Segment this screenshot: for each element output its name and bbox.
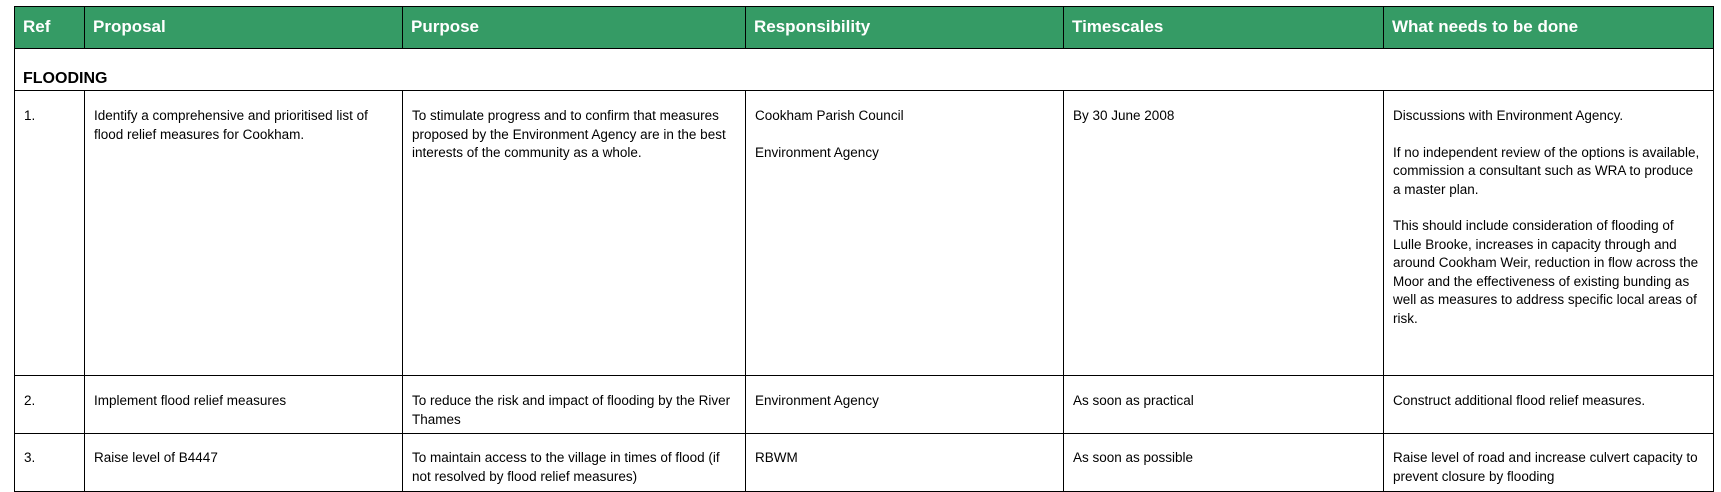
- row-purpose: To stimulate progress and to confirm that measures proposed by the Environment Agency are in the best interests of the community as a whole.: [403, 91, 746, 376]
- table-header-row: [15, 7, 1714, 49]
- row-responsibility: [746, 376, 1064, 434]
- responsibility-entry: Cookham Parish Council: [755, 108, 904, 123]
- row-ref: 2.: [15, 376, 85, 434]
- row-timescales: By 30 June 2008: [1064, 91, 1384, 376]
- header-ref: Ref: [15, 7, 85, 49]
- row-what-needs-to-be-done: [1384, 91, 1714, 376]
- row-what-needs-to-be-done: [1384, 376, 1714, 434]
- header-what-needs-to-be-done: What needs to be done: [1384, 7, 1714, 49]
- header-timescales: Timescales: [1064, 7, 1384, 49]
- header-proposal: Proposal: [85, 7, 403, 49]
- row-ref: 1.: [15, 91, 85, 376]
- responsibility-entry: Environment Agency: [755, 144, 879, 160]
- row-what-needs-to-be-done: [1384, 434, 1714, 492]
- table-row: [15, 434, 1714, 492]
- action-paragraph: This should include consideration of flooding of Lulle Brooke, increases in capacity through and around Cookham Weir, reduction in flow across the Moor and the effectiveness of existing bunding as well as measures to address specific local areas of risk.: [1393, 218, 1699, 326]
- table-row: [15, 376, 1714, 434]
- row-purpose: To maintain access to the village in times of flood (if not resolved by flood relief measures): [403, 434, 746, 492]
- table-row: [15, 91, 1714, 376]
- row-timescales: As soon as practical: [1064, 376, 1384, 434]
- row-responsibility: [746, 434, 1064, 492]
- row-proposal: Implement flood relief measures: [85, 376, 403, 434]
- action-paragraph: Discussions with Environment Agency.: [1393, 108, 1624, 123]
- row-proposal: Raise level of B4447: [85, 434, 403, 492]
- row-proposal: Identify a comprehensive and prioritised list of flood relief measures for Cookham.: [85, 91, 403, 376]
- action-paragraph: If no independent review of the options is available, commission a consultant such as WRA to produce a master plan.: [1393, 144, 1700, 197]
- section-title: FLOODING: [15, 49, 1714, 91]
- row-timescales: As soon as possible: [1064, 434, 1384, 492]
- row-responsibility: [746, 91, 1064, 376]
- action-paragraph: Raise level of road and increase culvert capacity to prevent closure by flooding: [1393, 450, 1698, 484]
- header-responsibility: Responsibility: [746, 7, 1064, 49]
- row-ref: 3.: [15, 434, 85, 492]
- header-purpose: Purpose: [403, 7, 746, 49]
- responsibility-entry: RBWM: [755, 450, 798, 465]
- action-plan-table: [14, 6, 1714, 492]
- action-paragraph: Construct additional flood relief measures.: [1393, 393, 1646, 408]
- section-row: [15, 49, 1714, 91]
- row-purpose: To reduce the risk and impact of flooding by the River Thames: [403, 376, 746, 434]
- responsibility-entry: Environment Agency: [755, 393, 879, 408]
